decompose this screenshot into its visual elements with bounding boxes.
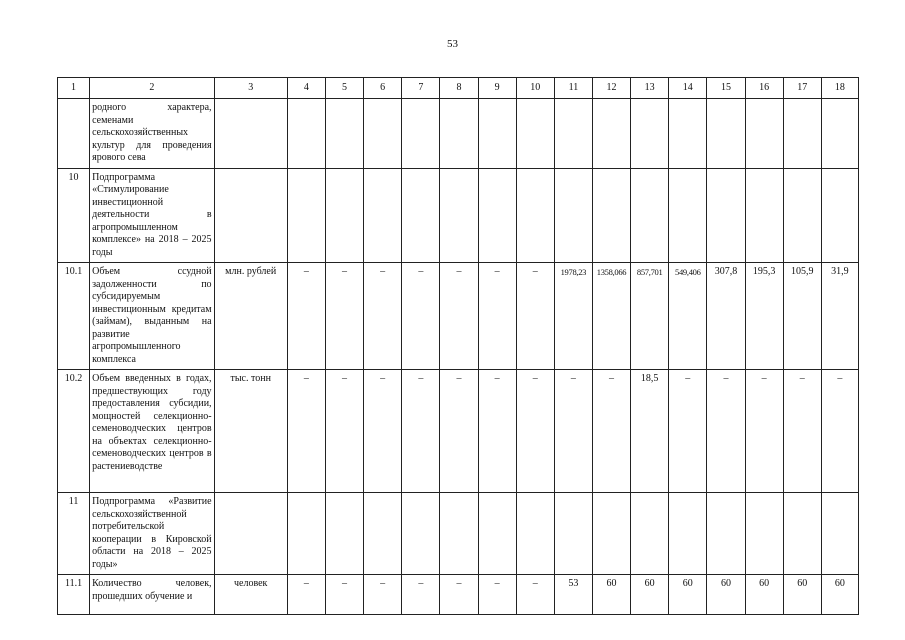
value-cell-col-6: –	[364, 263, 402, 370]
value-cell-col-13: 18,5	[631, 370, 669, 493]
value-cell-col-8	[440, 168, 478, 263]
value-cell-col-15: 307,8	[707, 263, 745, 370]
value-cell-col-10: –	[516, 370, 554, 493]
column-header-2: 2	[90, 78, 214, 99]
column-header-13: 13	[631, 78, 669, 99]
value-cell-col-7	[402, 168, 440, 263]
row-number: 10	[58, 168, 90, 263]
value-cell-col-10: –	[516, 575, 554, 615]
column-header-6: 6	[364, 78, 402, 99]
value-cell-col-16: 195,3	[745, 263, 783, 370]
value-cell-col-10	[516, 99, 554, 169]
column-header-5: 5	[325, 78, 363, 99]
value-cell-col-5: –	[325, 575, 363, 615]
row-number	[58, 99, 90, 169]
value-cell-col-16	[745, 493, 783, 575]
value-cell-col-7	[402, 493, 440, 575]
value-cell-col-12	[592, 493, 630, 575]
value-cell-col-14: 549,406	[669, 263, 707, 370]
value-cell-col-12	[592, 99, 630, 169]
value-cell-col-6: –	[364, 575, 402, 615]
value-cell-col-11: 53	[554, 575, 592, 615]
indicator-name: родного характера, семенами сельскохозяйственных культур для проведения ярового сева	[90, 99, 214, 169]
value-cell-col-8: –	[440, 370, 478, 493]
column-header-15: 15	[707, 78, 745, 99]
value-cell-col-11	[554, 99, 592, 169]
table-row	[58, 370, 859, 493]
indicator-name: Объем ссудной задолженности по субсидируемым инвестиционным кредитам (займам), выданным на развитие агропромышленного комплекса	[90, 263, 214, 370]
value-cell-col-4: –	[287, 370, 325, 493]
column-header-8: 8	[440, 78, 478, 99]
value-cell-col-13: 60	[631, 575, 669, 615]
value-cell-col-6	[364, 168, 402, 263]
table-row	[58, 493, 859, 575]
value-cell-col-6	[364, 99, 402, 169]
value-cell-col-18: 60	[821, 575, 858, 615]
value-cell-col-16: –	[745, 370, 783, 493]
column-header-3: 3	[214, 78, 287, 99]
value-cell-col-9: –	[478, 575, 516, 615]
value-cell-col-17	[783, 493, 821, 575]
value-cell-col-9	[478, 168, 516, 263]
value-cell-col-5: –	[325, 263, 363, 370]
value-cell-col-7: –	[402, 370, 440, 493]
value-cell-col-15	[707, 99, 745, 169]
unit-of-measure	[214, 99, 287, 169]
value-cell-col-12: –	[592, 370, 630, 493]
value-cell-col-12: 60	[592, 575, 630, 615]
value-cell-col-9: –	[478, 263, 516, 370]
table-header-row	[58, 78, 859, 99]
column-header-9: 9	[478, 78, 516, 99]
unit-of-measure: млн. рублей	[214, 263, 287, 370]
value-cell-col-13	[631, 493, 669, 575]
value-cell-col-5	[325, 99, 363, 169]
table-row	[58, 575, 859, 615]
value-cell-col-7: –	[402, 263, 440, 370]
value-cell-col-18	[821, 99, 858, 169]
row-number: 11	[58, 493, 90, 575]
value-cell-col-7	[402, 99, 440, 169]
unit-of-measure: человек	[214, 575, 287, 615]
value-cell-col-4: –	[287, 263, 325, 370]
value-cell-col-16	[745, 99, 783, 169]
unit-of-measure	[214, 168, 287, 263]
column-header-16: 16	[745, 78, 783, 99]
value-cell-col-6: –	[364, 370, 402, 493]
table-row	[58, 263, 859, 370]
value-cell-col-5	[325, 493, 363, 575]
indicator-name: Количество человек, прошедших обучение и	[90, 575, 214, 615]
value-cell-col-18: 31,9	[821, 263, 858, 370]
value-cell-col-5	[325, 168, 363, 263]
value-cell-col-12: 1358,066	[592, 263, 630, 370]
value-cell-col-18: –	[821, 370, 858, 493]
column-header-17: 17	[783, 78, 821, 99]
value-cell-col-4	[287, 168, 325, 263]
value-cell-col-10	[516, 168, 554, 263]
value-cell-col-10: –	[516, 263, 554, 370]
indicator-name: Подпрограмма «Развитие сельскохозяйственной потребительской кооперации в Кировской области на 2018 – 2025 годы»	[90, 493, 214, 575]
table-row	[58, 99, 859, 169]
value-cell-col-9: –	[478, 370, 516, 493]
value-cell-col-11: –	[554, 370, 592, 493]
value-cell-col-4	[287, 99, 325, 169]
unit-of-measure: тыс. тонн	[214, 370, 287, 493]
value-cell-col-8: –	[440, 575, 478, 615]
value-cell-col-17: 105,9	[783, 263, 821, 370]
value-cell-col-15	[707, 168, 745, 263]
value-cell-col-5: –	[325, 370, 363, 493]
table-row	[58, 168, 859, 263]
value-cell-col-18	[821, 168, 858, 263]
value-cell-col-10	[516, 493, 554, 575]
indicator-name: Подпрограмма «Стимулирование инвестиционной деятельности в агропромышленном комплексе» на 2018 – 2025 годы	[90, 168, 214, 263]
value-cell-col-15: –	[707, 370, 745, 493]
value-cell-col-7: –	[402, 575, 440, 615]
value-cell-col-12	[592, 168, 630, 263]
column-header-7: 7	[402, 78, 440, 99]
value-cell-col-17: 60	[783, 575, 821, 615]
value-cell-col-14: 60	[669, 575, 707, 615]
value-cell-col-13	[631, 99, 669, 169]
value-cell-col-18	[821, 493, 858, 575]
column-header-10: 10	[516, 78, 554, 99]
value-cell-col-13	[631, 168, 669, 263]
value-cell-col-17	[783, 168, 821, 263]
value-cell-col-6	[364, 493, 402, 575]
value-cell-col-4	[287, 493, 325, 575]
value-cell-col-13: 857,701	[631, 263, 669, 370]
page-number: 53	[447, 38, 458, 50]
unit-of-measure	[214, 493, 287, 575]
value-cell-col-9	[478, 99, 516, 169]
indicators-table	[57, 77, 859, 615]
value-cell-col-11	[554, 493, 592, 575]
value-cell-col-8	[440, 493, 478, 575]
column-header-14: 14	[669, 78, 707, 99]
column-header-18: 18	[821, 78, 858, 99]
value-cell-col-15: 60	[707, 575, 745, 615]
value-cell-col-14	[669, 168, 707, 263]
value-cell-col-9	[478, 493, 516, 575]
value-cell-col-8: –	[440, 263, 478, 370]
value-cell-col-17	[783, 99, 821, 169]
row-number: 10.1	[58, 263, 90, 370]
value-cell-col-14: –	[669, 370, 707, 493]
value-cell-col-16	[745, 168, 783, 263]
value-cell-col-11	[554, 168, 592, 263]
column-header-1: 1	[58, 78, 90, 99]
value-cell-col-15	[707, 493, 745, 575]
column-header-11: 11	[554, 78, 592, 99]
column-header-12: 12	[592, 78, 630, 99]
value-cell-col-11: 1978,23	[554, 263, 592, 370]
value-cell-col-14	[669, 99, 707, 169]
indicator-name: Объем введенных в годах, предшествующих году предоставления субсидии, мощностей селекционно-семеноводческих центров на объектах селекционно-семеноводческих центров в растениеводстве	[90, 370, 214, 493]
value-cell-col-16: 60	[745, 575, 783, 615]
value-cell-col-14	[669, 493, 707, 575]
column-header-4: 4	[287, 78, 325, 99]
value-cell-col-17: –	[783, 370, 821, 493]
row-number: 10.2	[58, 370, 90, 493]
value-cell-col-8	[440, 99, 478, 169]
value-cell-col-4: –	[287, 575, 325, 615]
row-number: 11.1	[58, 575, 90, 615]
